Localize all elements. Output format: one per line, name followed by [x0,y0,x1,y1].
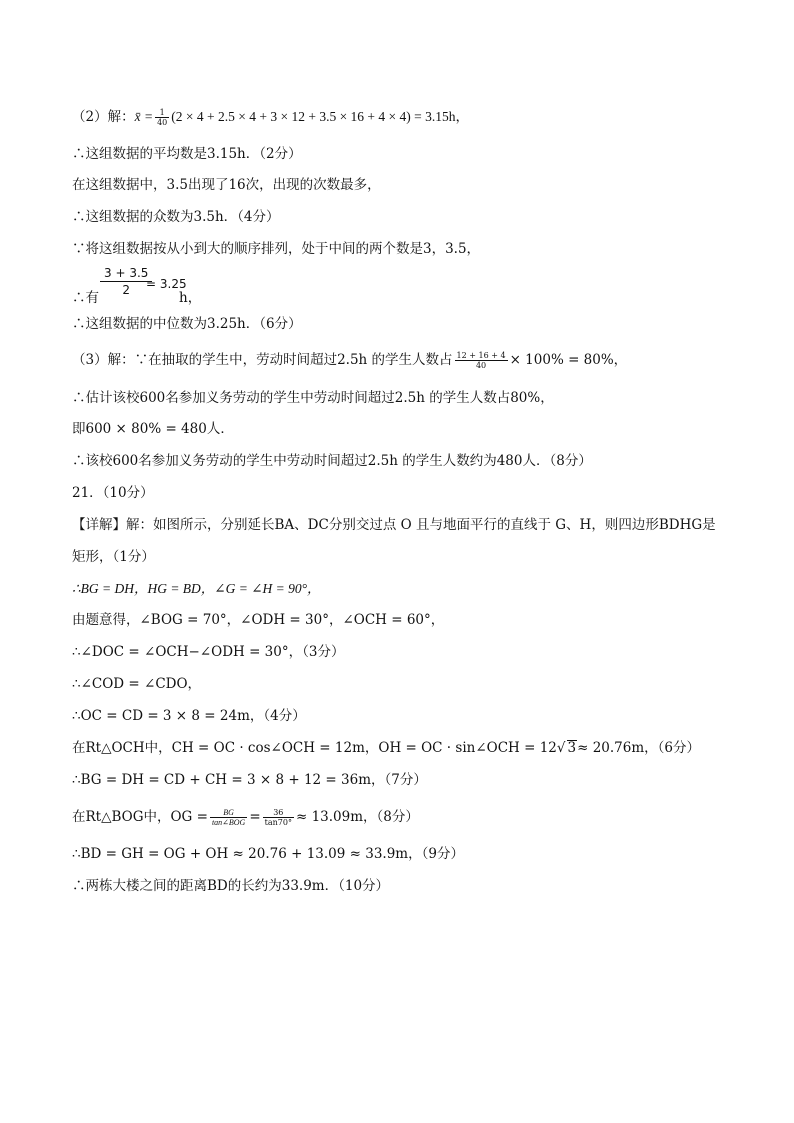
solution-line: ∴这组数据的平均数是3.15h．（2分） [72,146,302,162]
fraction-numerator: 36 [263,808,294,818]
fraction-one-fortieth [155,108,169,127]
solution-line: ∵将这组数据按从小到大的顺序排列，处于中间的两个数是3，3.5， [72,241,481,257]
fraction-denominator: tan70° [264,818,292,827]
mean-expression: (2 × 4 + 2.5 × 4 + 3 × 12 + 3.5 × 16 + 4 × 4) = 3.15h， [171,109,470,124]
median-unit: h， [179,290,202,306]
solution-line-trig [72,739,700,757]
fraction-denominator: 40 [157,118,168,127]
xbar-symbol: x̄ = [134,109,154,124]
solution-line: ∴BD = GH = OG + OH ≈ 20.76 + 13.09 ≈ 33.9m，（9分） [72,846,464,862]
line-text: ≈ 20.76m，（6分） [577,740,700,756]
line-text: 在Rt△BOG中，OG = [72,809,208,825]
solution-line: 在这组数据中，3.5出现了16次，出现的次数最多， [72,177,381,193]
solution-line: 即600 × 80% = 480人． [72,421,234,437]
sqrt-radicand: 3 [567,740,577,756]
therefore-have: ∴有 [72,290,99,306]
question-number: 21．（10分） [72,485,154,501]
fraction-bg-tan [210,808,247,827]
equals-sign: = [249,809,261,825]
solution-line: 【详解】解：如图所示，分别延长BA、DC分别交过点 O 且与地面平行的直线于 G、H，则四边形BDHG是 [72,517,716,533]
conclusion-line: ∴两栋大楼之间的距离BD的长约为33.9m．（10分） [72,878,390,894]
solution-line: ∴∠COD = ∠CDO， [72,676,202,692]
solution-line: ∴BG = DH，HG = BD，∠G = ∠H = 90°， [72,581,321,596]
solution-line: ∴这组数据的众数为3.5h．（4分） [72,209,280,225]
fraction-numerator: BG [210,808,247,818]
solution-line-tan [72,808,419,827]
line-text: （3）解：∵在抽取的学生中，劳动时间超过2.5h 的学生人数占 [72,352,453,368]
part-label: （2）解： [72,109,135,125]
solution-line [72,289,99,307]
solution-line: 矩形，（1分） [72,549,155,565]
fraction-36-tan [263,808,294,827]
solution-line: ∴OC = CD = 3 × 8 = 24m，（4分） [72,708,306,724]
solution-line-mean [72,108,469,127]
fraction-numerator: 3 + 3.5 [100,266,152,282]
fraction-numerator: 1 [155,108,169,118]
line-text: ≈ 13.09m，（8分） [295,809,419,825]
solution-line: ∴这组数据的中位数为3.25h．（6分） [72,316,302,332]
fraction-denominator: 2 [122,283,131,297]
solution-line: 由题意得，∠BOG = 70°，∠ODH = 30°，∠OCH = 60°， [72,612,445,628]
median-fraction [100,266,152,297]
solution-line: ∴∠DOC = ∠OCH−∠ODH = 30°，（3分） [72,644,345,660]
solution-line: ∴估计该校600名参加义务劳动的学生中劳动时间超过2.5h 的学生人数占80%， [72,390,554,406]
line-text: × 100% = 80%， [509,352,628,368]
fraction-denominator: tan∠BOG [211,818,246,827]
fraction-numerator: 12 + 16 + 4 [456,351,506,360]
solution-line: ∴该校600名参加义务劳动的学生中劳动时间超过2.5h 的学生人数约为480人．（8分） [72,453,592,469]
fraction-denominator: 40 [475,361,487,370]
solution-line-percent [72,351,627,370]
fraction-percent [455,351,508,370]
sqrt-icon: √ [556,740,566,756]
median-equals: = 3.25 [146,277,187,291]
solution-line: ∴BG = DH = CD + CH = 3 × 8 + 12 = 36m，（7分） [72,772,427,788]
line-text: 在Rt△OCH中，CH = OC · cos∠OCH = 12m，OH = OC · sin∠OCH = 12 [72,740,557,756]
